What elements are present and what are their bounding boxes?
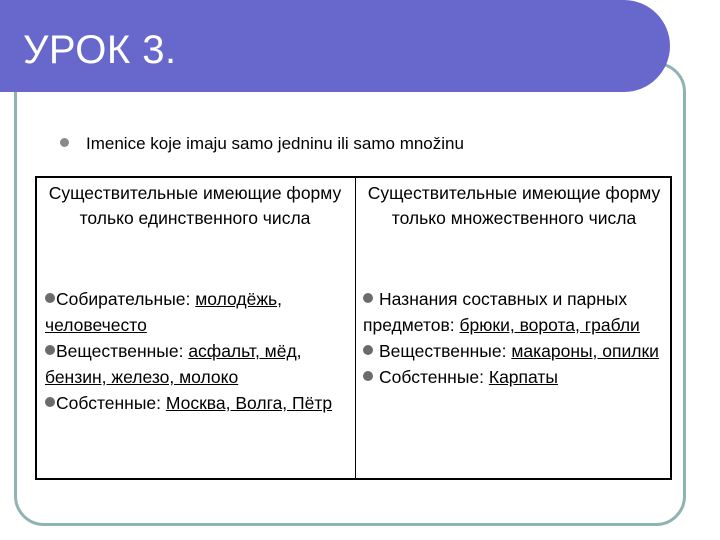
bullet-icon bbox=[363, 345, 373, 355]
list-item bbox=[363, 364, 667, 390]
item-examples: молодёжь, человечесто bbox=[45, 289, 283, 335]
list-item bbox=[45, 338, 351, 390]
list-item bbox=[45, 390, 351, 416]
bullet-icon bbox=[45, 293, 55, 303]
bullet-icon bbox=[363, 293, 373, 303]
bullet-icon bbox=[45, 345, 55, 355]
bullet-icon bbox=[363, 371, 373, 381]
item-label: Собстенные: bbox=[56, 393, 166, 413]
list-item bbox=[363, 338, 667, 364]
right-column-header: Существительные имеющие форму только множественного числа bbox=[367, 183, 661, 228]
left-column-header: Существительные имеющие форму только единственного числа bbox=[48, 183, 342, 228]
title-underline bbox=[20, 93, 634, 96]
bullet-icon bbox=[45, 397, 55, 407]
right-column-content bbox=[363, 286, 667, 390]
title-bar bbox=[0, 0, 670, 92]
column-divider bbox=[355, 178, 356, 478]
item-examples: асфальт, мёд, бензин, железо, молоко bbox=[45, 341, 302, 387]
subtitle-text: Imenice koje imaju samo jedninu ili samo množinu bbox=[86, 134, 464, 153]
item-examples: Карпаты bbox=[488, 367, 558, 387]
bullet-icon bbox=[60, 138, 69, 147]
item-label: Назнания составных и парных предметов: bbox=[363, 289, 628, 335]
item-label: Собирательные: bbox=[56, 289, 196, 309]
item-label: Вещественные: bbox=[56, 341, 189, 361]
item-examples: Москва, Волга, Пётр bbox=[165, 393, 333, 413]
item-label: Собстенные: bbox=[379, 367, 489, 387]
list-item bbox=[363, 286, 667, 338]
left-column-content bbox=[45, 286, 351, 416]
slide-title: УРОК 3. bbox=[23, 28, 177, 72]
subtitle-row bbox=[60, 134, 464, 154]
item-label: Вещественные: bbox=[379, 341, 512, 361]
item-examples: брюки, ворота, грабли bbox=[459, 315, 640, 335]
comparison-table bbox=[35, 176, 672, 480]
list-item bbox=[45, 286, 351, 338]
item-examples: макароны, опилки bbox=[511, 341, 659, 361]
